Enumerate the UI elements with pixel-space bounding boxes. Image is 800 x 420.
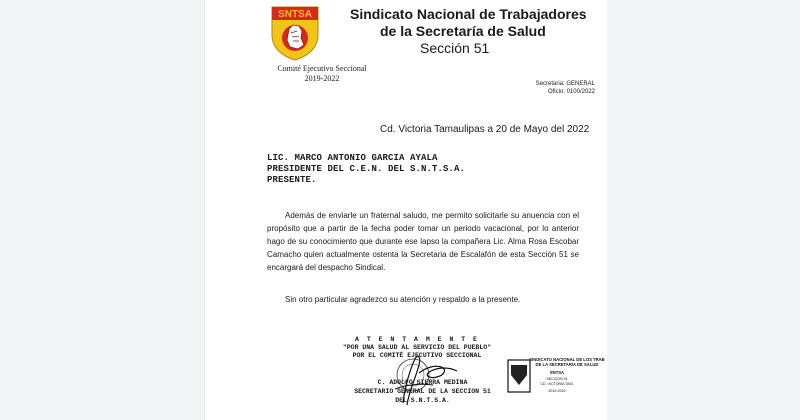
- body-paragraph-1: Además de enviarle un fraternal saludo, me permito solicitarle su anuencia con el propósito que a partir de la fecha poder tomar un periodo vacacional, por lo anterior hago de su conocimiento que durante ese lapso la compañera Lic. Alma Rosa Escobar Camacho quien actualmente ostenta la Secretaria de Escalafón de esta Sección 51 se encargará del despacho Sindical.: [267, 211, 579, 272]
- committee-period: 2019-2022: [304, 74, 340, 83]
- closing-attentively: A T E N T A M E N T E: [355, 336, 479, 343]
- sntsa-logo: [270, 5, 320, 61]
- organization-name: [350, 6, 590, 57]
- body-paragraph-2: Sin otro particular agradezco su atención y respaldo a la presente.: [285, 295, 521, 304]
- signer-org: DEL S.N.T.S.A.: [395, 397, 450, 404]
- stamp-line-2: DE LA SECRETARIA DE SALUD: [535, 362, 599, 367]
- addressee-name: LIC. MARCO ANTONIO GARCIA AYALA: [267, 153, 438, 163]
- signer-block: [335, 378, 510, 405]
- place-date: Cd. Victoria Tamaulipas a 20 de Mayo del 2022: [380, 124, 590, 135]
- stamp-line-1: SINDICATO NACIONAL DE LOS TRAB: [529, 357, 605, 362]
- document-page: [205, 0, 607, 420]
- viewer-left-margin: [0, 0, 205, 420]
- official-stamp: [505, 355, 607, 405]
- stamp-line-6: 2019-2022: [548, 389, 566, 393]
- stamp-line-5: CD. VICTORIA TAM.: [540, 382, 574, 386]
- stamp-line-3: SNTSA: [549, 370, 565, 375]
- addressee-greeting: PRESENTE.: [267, 175, 317, 185]
- logo-text: SNTSA: [278, 9, 312, 20]
- stamp-line-4: SECCION 51: [546, 377, 568, 381]
- org-line-3: Sección 51: [420, 40, 490, 56]
- closing-committee: POR EL COMITÉ EJECUTIVO SECCIONAL: [352, 352, 482, 359]
- secretaria-ref: Secretaria: GENERAL: [535, 81, 595, 87]
- addressee-block: [267, 153, 465, 186]
- signer-name: C. ADOLFO SIERRA MEDINA: [377, 379, 468, 386]
- reference-block: [505, 80, 595, 96]
- org-line-1: Sindicato Nacional de Trabajadores: [350, 6, 587, 22]
- org-line-2: de la Secretaría de Salud: [380, 23, 546, 39]
- addressee-position: PRESIDENTE DEL C.E.N. DEL S.N.T.S.A.: [267, 164, 466, 174]
- oficio-ref: Oficio: 0100/2022: [547, 89, 595, 95]
- signer-title: SECRETARIO GENERAL DE LA SECCION 51: [354, 388, 491, 395]
- closing-motto: "POR UNA SALUD AL SERVICIO DEL PUEBLO": [342, 344, 492, 351]
- committee-name: Comité Ejecutivo Seccional: [277, 64, 367, 73]
- committee-block: [267, 64, 377, 84]
- viewer-right-margin: [607, 0, 800, 420]
